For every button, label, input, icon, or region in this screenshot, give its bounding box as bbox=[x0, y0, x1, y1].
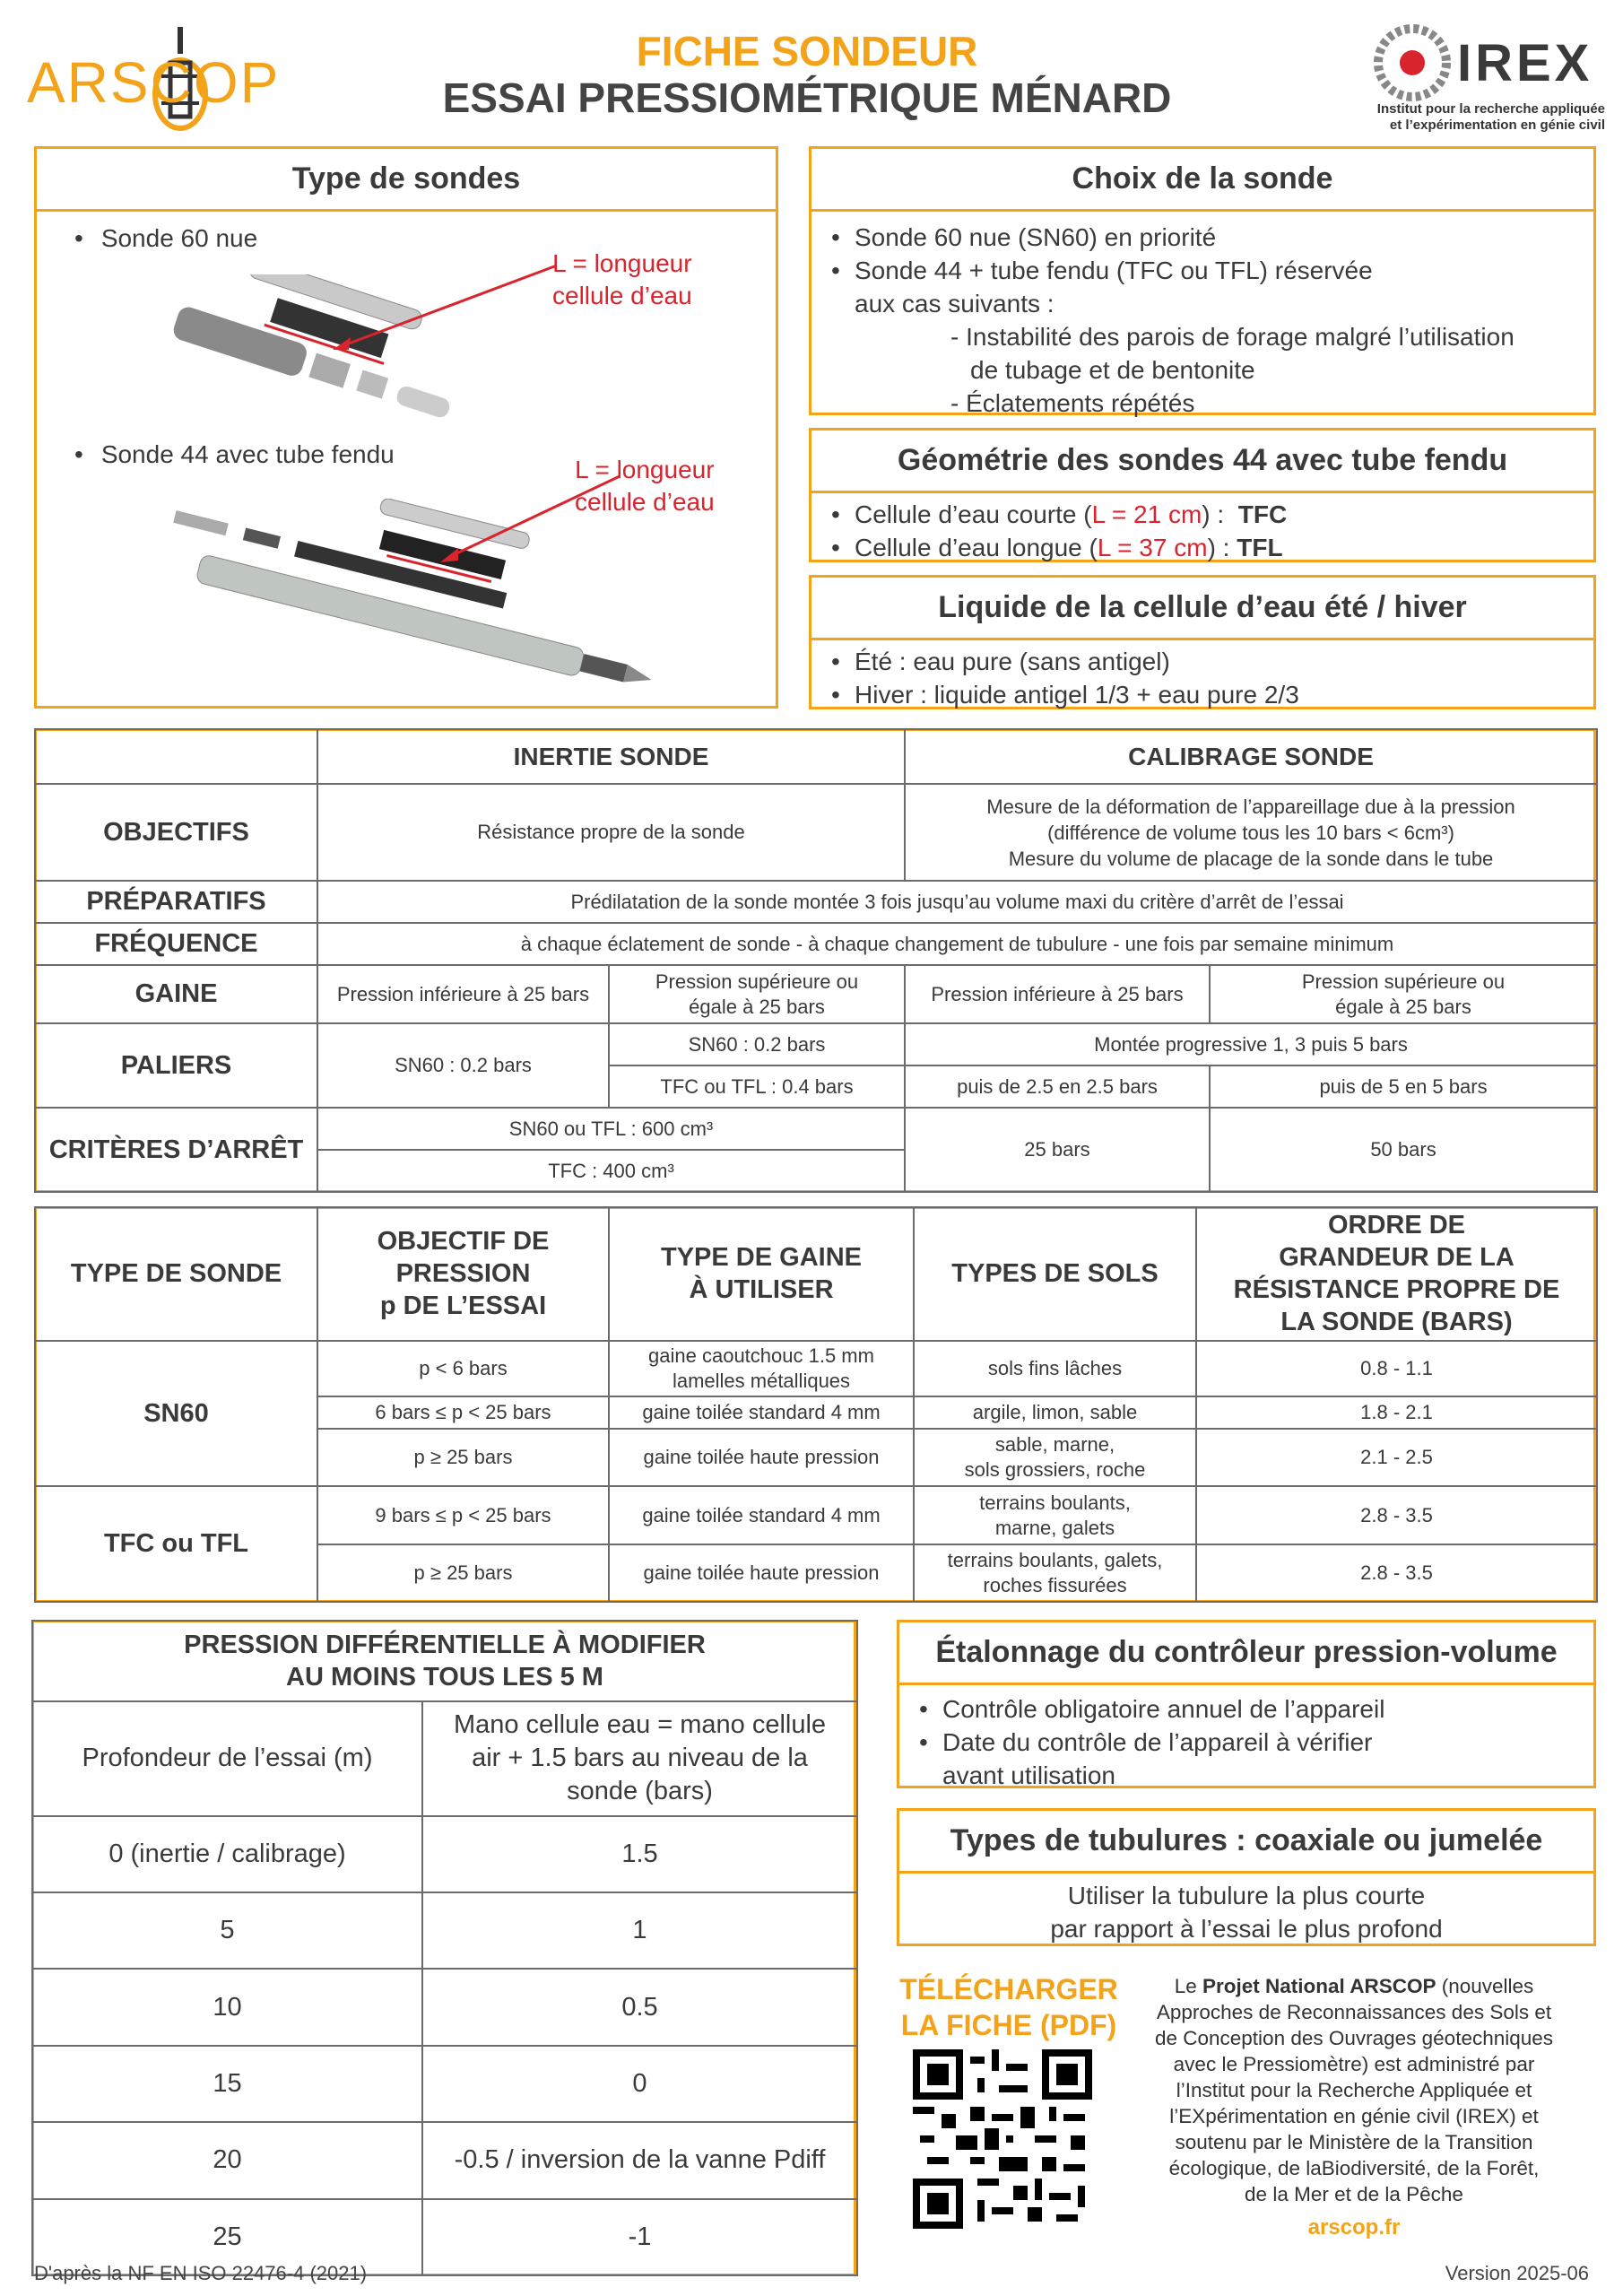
geometrie-item-1-code: TFC bbox=[1237, 500, 1288, 528]
table2-row5-sols-1: terrains boulants, galets, bbox=[947, 1548, 1163, 1571]
table2-row5-sols bbox=[914, 1544, 1196, 1602]
choix-sonde-title: Choix de la sonde bbox=[812, 149, 1593, 212]
choix-sonde-sub-2-label: Éclatements répétés bbox=[966, 389, 1195, 417]
table2-row4-sols bbox=[914, 1486, 1196, 1544]
table1-paliers-a: SN60 : 0.2 bars bbox=[317, 1023, 609, 1108]
table1-row-preparatifs: PRÉPARATIFS bbox=[35, 881, 317, 923]
table2-header-resistance-1: ORDRE DE bbox=[1327, 1211, 1466, 1240]
etalonnage-list bbox=[908, 1692, 1384, 1792]
geometrie-item-1-length: L = 21 cm bbox=[1091, 500, 1202, 528]
geometrie-item-1 bbox=[820, 498, 1287, 531]
table2-row3-sols-1: sable, marne, bbox=[994, 1433, 1115, 1457]
table3-row5-depth: 20 bbox=[32, 2122, 422, 2198]
table1-paliers-b1: SN60 : 0.2 bars bbox=[609, 1023, 905, 1065]
type-sondes-item-1-label: Sonde 60 nue bbox=[100, 224, 258, 252]
table1-objectifs-calibrage-2: (différence de volume tous les 10 bars < 6cm³) bbox=[1047, 821, 1454, 844]
download-link[interactable] bbox=[888, 1971, 1130, 2043]
projet-line-2: Approches de Reconnaissances des Sols et bbox=[1156, 2001, 1552, 2023]
table3-header-profondeur: Profondeur de l’essai (m) bbox=[32, 1701, 422, 1816]
table1-gaine-a: Pression inférieure à 25 bars bbox=[317, 965, 609, 1023]
table2-header-type: TYPE DE SONDE bbox=[35, 1207, 317, 1341]
table2-header-objectif-3: p DE L’ESSAI bbox=[379, 1292, 547, 1321]
table1-objectifs-calibrage-3: Mesure du volume de placage de la sonde dans le tube bbox=[1008, 847, 1494, 870]
table2-header-objectif bbox=[317, 1207, 609, 1341]
table1-criteres-1: SN60 ou TFL : 600 cm³ bbox=[317, 1108, 905, 1150]
table2-header-gaine-2: À UTILISER bbox=[689, 1275, 834, 1305]
table1-header-inertie: INERTIE SONDE bbox=[317, 729, 905, 784]
geometrie-title: Géométrie des sondes 44 avec tube fendu bbox=[812, 430, 1593, 493]
table2-header-gaine bbox=[609, 1207, 914, 1341]
table2-tfc: TFC ou TFL bbox=[35, 1486, 317, 1602]
table2-row4-resistance: 2.8 - 3.5 bbox=[1196, 1486, 1597, 1544]
table2-header-sols: TYPES DE SOLS bbox=[914, 1207, 1196, 1341]
table2-row5-sols-2: roches fissurées bbox=[983, 1573, 1127, 1596]
etalonnage-item-1: • Contrôle obligatoire annuel de l’appareil bbox=[908, 1692, 1384, 1726]
table2-row1-sols: sols fins lâches bbox=[914, 1341, 1196, 1396]
table2-row1-gaine-1: gaine caoutchouc 1.5 mm bbox=[648, 1344, 874, 1367]
table-type-sonde bbox=[34, 1206, 1598, 1603]
table3-row2-value: 1 bbox=[422, 1892, 857, 1969]
table3-title bbox=[32, 1621, 857, 1701]
table1-row-frequence: FRÉQUENCE bbox=[35, 923, 317, 965]
liquide-item-2: • Hiver : liquide antigel 1/3 + eau pure 2/3 bbox=[820, 678, 1299, 711]
table2-row2-sols: argile, limon, sable bbox=[914, 1396, 1196, 1429]
geometrie-item-2-pre: Cellule d’eau longue ( bbox=[855, 534, 1098, 561]
table2-row1-gaine-2: lamelles métalliques bbox=[672, 1369, 851, 1392]
table1-gaine-d bbox=[1210, 965, 1597, 1023]
qr-code-icon[interactable] bbox=[913, 2049, 1092, 2229]
table2-row4-gaine: gaine toilée standard 4 mm bbox=[609, 1486, 914, 1544]
table3-title-2: AU MOINS TOUS LES 5 M bbox=[286, 1662, 603, 1692]
probe44-arrow bbox=[422, 467, 638, 575]
page-subtitle: ESSAI PRESSIOMÉTRIQUE MÉNARD bbox=[442, 74, 1172, 121]
table2-row2-gaine: gaine toilée standard 4 mm bbox=[609, 1396, 914, 1429]
table2-header-resistance bbox=[1196, 1207, 1597, 1341]
table3-header-mano bbox=[422, 1701, 857, 1816]
etalonnage-item-2-line1: Date du contrôle de l’appareil à vérifier bbox=[942, 1728, 1373, 1756]
irex-logo-sub1: Institut pour la recherche appliquée bbox=[1376, 101, 1605, 117]
table1-row-objectifs: OBJECTIFS bbox=[35, 784, 317, 881]
table2-header-objectif-1: OBJECTIF DE bbox=[377, 1227, 550, 1257]
table3-row1-value: 1.5 bbox=[422, 1816, 857, 1892]
table3-header-mano-1: Mano cellule eau = mano cellule bbox=[453, 1710, 827, 1740]
table2-row5-resistance: 2.8 - 3.5 bbox=[1196, 1544, 1597, 1602]
footer-norme: D'après la NF EN ISO 22476-4 (2021) bbox=[34, 2262, 368, 2284]
projet-line-6: l’EXpérimentation en génie civil (IREX) et bbox=[1169, 2105, 1539, 2127]
table2-row2-resistance: 1.8 - 2.1 bbox=[1196, 1396, 1597, 1429]
geometrie-panel bbox=[809, 428, 1596, 562]
probe60-arrow bbox=[306, 257, 575, 364]
choix-sonde-sub-2: - Éclatements répétés bbox=[950, 389, 1195, 417]
choix-sonde-sub-1: - Instabilité des parois de forage malgré l’utilisation de tubage et de bentonite bbox=[950, 323, 1515, 384]
table1-criteres-c: 25 bars bbox=[905, 1108, 1210, 1192]
tubulures-panel bbox=[897, 1808, 1596, 1946]
liquide-list bbox=[820, 645, 1299, 711]
table2-row4-sols-1: terrains boulants, bbox=[979, 1491, 1131, 1514]
projet-site-link[interactable]: arscop.fr bbox=[1307, 2215, 1401, 2239]
probe60-label-line1: L = longueur bbox=[552, 249, 692, 277]
table-inertie-calibrage bbox=[34, 728, 1598, 1193]
projet-line-8: écologique, de laBiodiversité, de la Forêt, bbox=[1168, 2157, 1540, 2179]
table3-row4-value: 0 bbox=[422, 2046, 857, 2122]
table3-header-mano-2: air + 1.5 bars au niveau de la bbox=[472, 1744, 808, 1773]
projet-line-3: de Conception des Ouvrages géotechniques bbox=[1154, 2027, 1554, 2049]
table2-row5-gaine: gaine toilée haute pression bbox=[609, 1544, 914, 1602]
table3-row4-depth: 15 bbox=[32, 2046, 422, 2122]
table2-row3-sols bbox=[914, 1429, 1196, 1486]
table2-header-objectif-2: PRESSION bbox=[395, 1259, 531, 1289]
choix-sonde-item-2 bbox=[820, 254, 1515, 320]
table1-row-gaine: GAINE bbox=[35, 965, 317, 1023]
probe44-label-line2: cellule d’eau bbox=[575, 488, 715, 516]
choix-sonde-list bbox=[820, 221, 1515, 420]
download-line1: TÉLÉCHARGER bbox=[899, 1973, 1118, 2005]
type-sondes-item-1: • Sonde 60 nue bbox=[74, 224, 258, 252]
table1-paliers-c2: puis de 2.5 en 2.5 bars bbox=[905, 1065, 1210, 1108]
etalonnage-item-2-line2: avant utilisation bbox=[942, 1761, 1116, 1789]
choix-sonde-item-2-line2: aux cas suivants : bbox=[855, 290, 1055, 317]
table3-row1-depth: 0 (inertie / calibrage) bbox=[32, 1816, 422, 1892]
table1-objectifs-calibrage bbox=[905, 784, 1597, 881]
liquide-panel bbox=[809, 575, 1596, 709]
table1-preparatifs-value: Prédilatation de la sonde montée 3 fois jusqu’au volume maxi du critère d’arrêt de l’essai bbox=[317, 881, 1597, 923]
table3-row6-depth: 25 bbox=[32, 2199, 422, 2275]
table1-frequence-value: à chaque éclatement de sonde - à chaque changement de tubulure - une fois par semaine minimum bbox=[317, 923, 1597, 965]
table1-gaine-b-1: Pression supérieure ou bbox=[655, 970, 859, 993]
tubulures-title: Types de tubulures : coaxiale ou jumelée bbox=[899, 1811, 1593, 1874]
etalonnage-item-2 bbox=[908, 1726, 1384, 1792]
table2-row1-resistance: 0.8 - 1.1 bbox=[1196, 1341, 1597, 1396]
tubulures-text-2: par rapport à l’essai le plus profond bbox=[1050, 1915, 1443, 1943]
table2-row1-gaine bbox=[609, 1341, 914, 1396]
type-sondes-item-2: • Sonde 44 avec tube fendu bbox=[74, 440, 395, 468]
table2-row3-p: p ≥ 25 bars bbox=[317, 1429, 609, 1486]
table1-row-paliers: PALIERS bbox=[35, 1023, 317, 1108]
table1-corner bbox=[35, 729, 317, 784]
table2-row3-sols-2: sols grossiers, roche bbox=[964, 1458, 1146, 1482]
table3-row6-value: -1 bbox=[422, 2199, 857, 2275]
table1-objectifs-inertie: Résistance propre de la sonde bbox=[317, 784, 905, 881]
projet-line-1-post: (nouvelles bbox=[1436, 1975, 1534, 1997]
table-pression bbox=[31, 1620, 858, 2276]
table3-row2-depth: 5 bbox=[32, 1892, 422, 1969]
table2-header-gaine-1: TYPE DE GAINE bbox=[661, 1243, 862, 1273]
table1-gaine-c: Pression inférieure à 25 bars bbox=[905, 965, 1210, 1023]
page-title: FICHE SONDEUR bbox=[636, 28, 978, 74]
table1-header-calibrage: CALIBRAGE SONDE bbox=[905, 729, 1597, 784]
table1-paliers-d2: puis de 5 en 5 bars bbox=[1210, 1065, 1597, 1108]
table1-gaine-d-1: Pression supérieure ou bbox=[1301, 970, 1506, 993]
table3-row5-value: -0.5 / inversion de la vanne Pdiff bbox=[422, 2122, 857, 2198]
table2-header-resistance-4: LA SONDE (BARS) bbox=[1280, 1308, 1513, 1337]
table1-gaine-b bbox=[609, 965, 905, 1023]
geometrie-item-1-post: ) : bbox=[1202, 500, 1225, 528]
choix-sonde-item-1: • Sonde 60 nue (SN60) en priorité bbox=[820, 221, 1515, 254]
projet-line-9: de la Mer et de la Pêche bbox=[1245, 2183, 1463, 2205]
table3-row3-depth: 10 bbox=[32, 1969, 422, 2045]
table1-paliers-b2: TFC ou TFL : 0.4 bars bbox=[609, 1065, 905, 1108]
projet-line-1-pre: Le bbox=[1174, 1975, 1202, 1997]
table1-paliers-cd: Montée progressive 1, 3 puis 5 bars bbox=[905, 1023, 1597, 1065]
choix-sonde-sub-1-line1: Instabilité des parois de forage malgré l’utilisation bbox=[966, 323, 1515, 351]
choix-sonde-panel bbox=[809, 146, 1596, 415]
footer-version: Version 2025-06 bbox=[1445, 2262, 1589, 2284]
table1-criteres-2: TFC : 400 cm³ bbox=[317, 1150, 905, 1192]
liquide-item-1: • Été : eau pure (sans antigel) bbox=[820, 645, 1299, 678]
table3-header-mano-3: sonde (bars) bbox=[567, 1777, 713, 1806]
projet-line-5: l’Institut pour la Recherche Appliquée et bbox=[1176, 2079, 1532, 2101]
geometrie-item-1-pre: Cellule d’eau courte ( bbox=[855, 500, 1092, 528]
projet-line-1 bbox=[1112, 1973, 1596, 1999]
table1-gaine-b-2: égale à 25 bars bbox=[689, 995, 825, 1018]
projet-description bbox=[1112, 1973, 1596, 2240]
projet-line-1-bold: Projet National ARSCOP bbox=[1202, 1975, 1436, 1997]
table2-row4-p: 9 bars ≤ p < 25 bars bbox=[317, 1486, 609, 1544]
table2-sn60: SN60 bbox=[35, 1341, 317, 1487]
probe60-label-line2: cellule d’eau bbox=[552, 282, 692, 309]
table1-criteres-d: 50 bars bbox=[1210, 1108, 1597, 1192]
geometrie-item-2 bbox=[820, 531, 1287, 564]
table2-row3-gaine: gaine toilée haute pression bbox=[609, 1429, 914, 1486]
table2-header-resistance-3: RÉSISTANCE PROPRE DE bbox=[1233, 1275, 1560, 1305]
table2-row4-sols-2: marne, galets bbox=[994, 1516, 1115, 1539]
probe44-label-line1: L = longueur bbox=[575, 456, 715, 483]
table2-row2-p: 6 bars ≤ p < 25 bars bbox=[317, 1396, 609, 1429]
geometrie-item-2-code: TFL bbox=[1237, 534, 1283, 561]
table2-row3-resistance: 2.1 - 2.5 bbox=[1196, 1429, 1597, 1486]
irex-logo-text: IREX bbox=[1457, 34, 1593, 92]
table3-title-1: PRESSION DIFFÉRENTIELLE À MODIFIER bbox=[184, 1630, 706, 1659]
table2-header-resistance-2: GRANDEUR DE LA bbox=[1279, 1243, 1515, 1273]
table2-row1-p: p < 6 bars bbox=[317, 1341, 609, 1396]
irex-logo bbox=[1372, 22, 1605, 139]
table1-gaine-d-2: égale à 25 bars bbox=[1335, 995, 1471, 1018]
type-sondes-item-2-label: Sonde 44 avec tube fendu bbox=[100, 440, 395, 468]
download-line2: LA FICHE (PDF) bbox=[900, 2009, 1117, 2041]
choix-sonde-item-2-line1: Sonde 44 + tube fendu (TFC ou TFL) réservée bbox=[855, 257, 1373, 284]
geometrie-item-2-length: L = 37 cm bbox=[1097, 534, 1208, 561]
etalonnage-title: Étalonnage du contrôleur pression-volume bbox=[899, 1622, 1593, 1685]
geometrie-item-2-post: ) : bbox=[1207, 534, 1230, 561]
arscop-logo-text: ARSCOP bbox=[27, 50, 281, 115]
projet-line-4: avec le Pressiomètre) est administré par bbox=[1173, 2053, 1535, 2075]
choix-sonde-sub-1-line2: de tubage et de bentonite bbox=[970, 356, 1255, 384]
geometrie-list bbox=[820, 498, 1287, 564]
tubulures-text bbox=[899, 1879, 1593, 1945]
table1-row-criteres: CRITÈRES D’ARRÊT bbox=[35, 1108, 317, 1192]
irex-logo-sub2: et l’expérimentation en génie civil bbox=[1389, 117, 1605, 133]
liquide-title: Liquide de la cellule d’eau été / hiver bbox=[812, 578, 1593, 640]
table2-row5-p: p ≥ 25 bars bbox=[317, 1544, 609, 1602]
tubulures-text-1: Utiliser la tubulure la plus courte bbox=[1067, 1882, 1426, 1909]
table3-row3-value: 0.5 bbox=[422, 1969, 857, 2045]
projet-line-7: soutenu par le Ministère de la Transition bbox=[1175, 2131, 1533, 2153]
etalonnage-panel bbox=[897, 1620, 1596, 1788]
table1-objectifs-calibrage-1: Mesure de la déformation de l’appareillage due à la pression bbox=[986, 795, 1515, 818]
type-sondes-title: Type de sondes bbox=[37, 149, 776, 212]
type-sondes-panel bbox=[34, 146, 778, 709]
